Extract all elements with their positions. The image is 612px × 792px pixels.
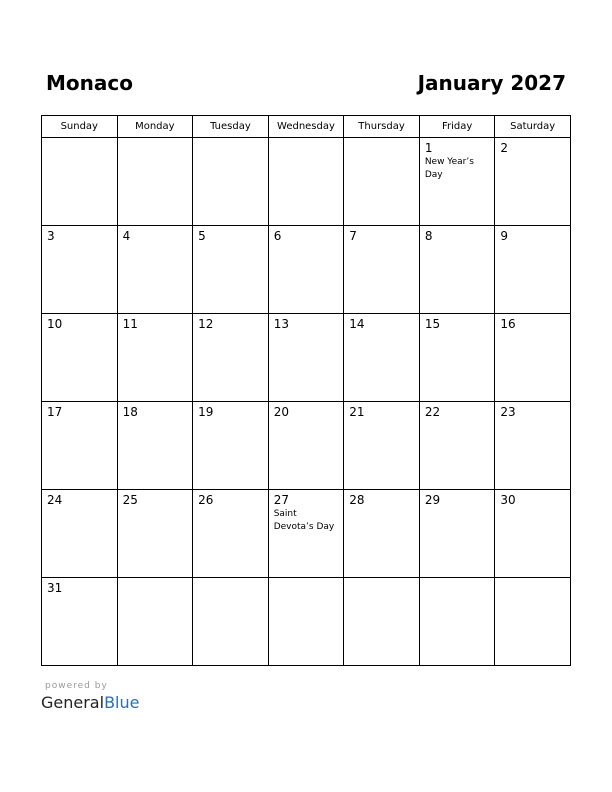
day-cell [344,578,420,666]
day-cell [193,490,269,578]
holiday-label: Saint Devota’s Day [273,509,335,532]
calendar-grid [41,115,571,666]
day-number: 2 [500,141,509,155]
day-cell [268,578,344,666]
day-number: 4 [122,229,131,243]
day-number: 1 [424,141,433,155]
day-cell [344,314,420,402]
day-cell [495,226,571,314]
weekday-tuesday: Tuesday [193,116,269,138]
day-cell [419,138,495,226]
day-cell [268,226,344,314]
day-cell [268,138,344,226]
generalblue-logo[interactable] [41,692,139,714]
day-number: 18 [122,405,138,419]
day-cell [42,138,118,226]
day-number: 25 [122,493,138,507]
brand-footer [41,681,139,714]
day-cell [193,578,269,666]
day-cell [495,490,571,578]
weekday-header-row [42,116,571,138]
day-cell [42,578,118,666]
day-cell [268,314,344,402]
week-row [42,314,571,402]
day-number: 29 [424,493,441,507]
day-number: 22 [424,405,441,419]
day-cell [193,314,269,402]
day-number: 23 [500,405,516,419]
weekday-wednesday: Wednesday [268,116,344,138]
weekday-monday: Monday [117,116,193,138]
day-number: 9 [500,229,509,243]
logo-general-text: General [41,693,105,712]
day-cell [42,314,118,402]
holiday-label: New Year’s Day [424,157,474,180]
day-number: 6 [273,229,282,243]
day-number: 26 [198,493,214,507]
day-number: 8 [424,229,433,243]
day-cell [419,226,495,314]
country-title: Monaco [46,71,133,95]
day-cell [193,226,269,314]
day-cell [42,226,118,314]
day-number: 19 [198,405,214,419]
day-cell [268,402,344,490]
powered-by-label: powered by [45,681,108,691]
week-row [42,138,571,226]
day-cell [419,402,495,490]
day-cell [419,490,495,578]
day-cell [344,402,420,490]
day-cell [117,138,193,226]
day-number: 30 [500,493,516,507]
day-cell [495,402,571,490]
day-number: 5 [198,229,206,243]
day-cell [344,138,420,226]
week-row [42,226,571,314]
day-cell [117,490,193,578]
day-cell [42,490,118,578]
month-year-title: January 2027 [417,71,566,95]
day-number: 15 [424,317,441,331]
day-number: 24 [47,493,63,507]
day-cell [117,314,193,402]
day-number: 16 [500,317,516,331]
day-number: 3 [47,229,55,243]
day-cell [495,138,571,226]
day-cell [495,314,571,402]
day-number: 7 [349,229,357,243]
day-cell [117,402,193,490]
day-number: 12 [198,317,214,331]
day-number: 17 [47,405,63,419]
week-row [42,490,571,578]
day-cell [193,402,269,490]
week-row [42,402,571,490]
day-cell [42,402,118,490]
day-number: 28 [349,493,365,507]
day-cell [419,578,495,666]
day-number: 11 [122,317,138,331]
day-number: 14 [349,317,365,331]
day-cell [344,490,420,578]
day-cell [117,578,193,666]
day-cell [117,226,193,314]
day-cell [495,578,571,666]
weekday-friday: Friday [419,116,495,138]
day-number: 31 [47,581,63,595]
week-row [42,578,571,666]
day-cell [419,314,495,402]
calendar-header [46,70,566,100]
day-number: 13 [273,317,289,331]
weekday-sunday: Sunday [42,116,118,138]
day-cell [344,226,420,314]
day-number: 27 [273,493,289,507]
day-number: 10 [47,317,63,331]
day-cell [268,490,344,578]
day-cell [193,138,269,226]
logo-blue-text: Blue [104,693,140,712]
day-number: 20 [273,405,289,419]
day-number: 21 [349,405,365,419]
weekday-thursday: Thursday [344,116,420,138]
weekday-saturday: Saturday [495,116,571,138]
